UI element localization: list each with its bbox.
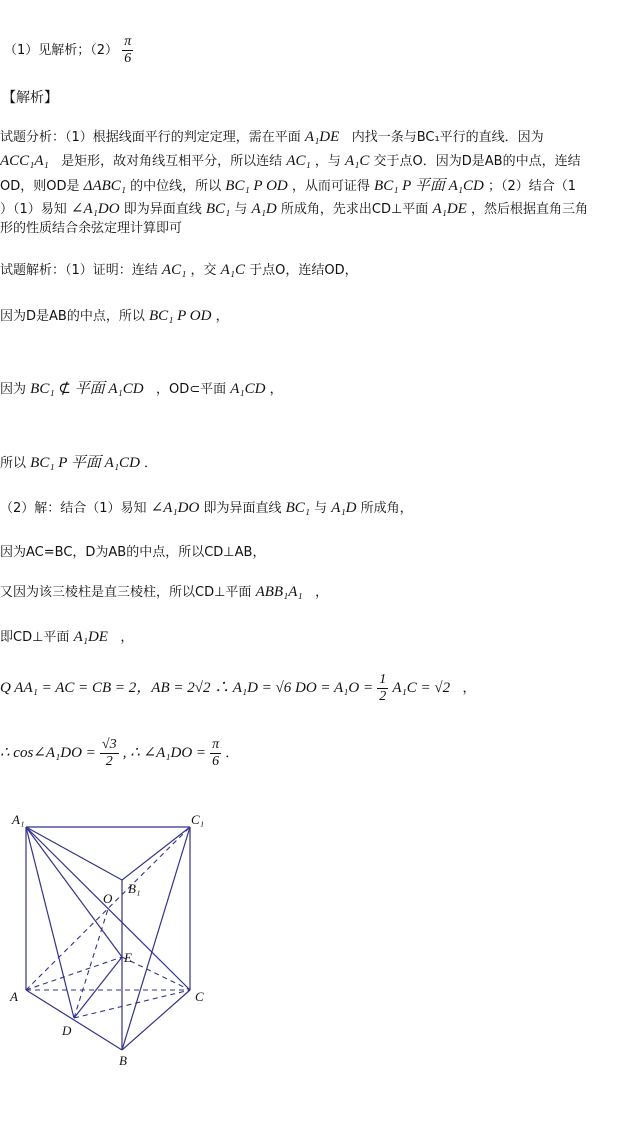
fraction-pi-over-6	[210, 737, 221, 770]
math: BC₁ P OD	[225, 178, 288, 194]
math: BC₁ P 平面 A₁CD	[374, 178, 484, 194]
num: 1	[379, 672, 387, 687]
math: ∠A₁DO	[150, 500, 200, 516]
math: ∠A₁DO	[70, 201, 120, 217]
text: ，	[269, 382, 283, 397]
text: 是矩形，故对角线互相平分，所以连结	[61, 154, 283, 169]
answer-den: 6	[124, 51, 132, 66]
solution-line-10	[0, 737, 238, 770]
text: ，与	[314, 154, 341, 169]
solution-line-6: 因为AC=BC，D为AB的中点，所以CD⊥AB，	[0, 545, 266, 560]
den: 2	[105, 754, 113, 769]
text: 因为	[0, 382, 27, 397]
math: A₁D	[331, 500, 357, 516]
text: 与	[314, 501, 328, 516]
answer-num: π	[124, 34, 132, 49]
solution-line-2	[0, 305, 229, 325]
text: 又因为该三棱柱是直三棱柱，所以CD⊥平面	[0, 585, 252, 600]
math: A₁DE	[73, 629, 108, 645]
solution-line-7	[0, 581, 328, 601]
analysis-line-3	[0, 174, 576, 195]
label-O: O	[103, 891, 113, 906]
text: ．	[225, 746, 239, 761]
analysis-line-4	[0, 198, 588, 218]
answer-line	[4, 34, 133, 67]
text: 交于点O．因为D是AB的中点，连结	[373, 154, 581, 169]
answer-part1: （1）见解析；（2）	[4, 43, 119, 58]
edge-AE	[26, 957, 122, 990]
math: A₁DE	[432, 201, 467, 217]
text: ，	[120, 630, 134, 645]
num: √3	[101, 737, 117, 752]
fraction-half	[377, 672, 388, 705]
num: π	[212, 737, 220, 752]
text: 与	[234, 202, 248, 217]
edge-EC	[122, 957, 190, 990]
text: 所成角，	[360, 501, 413, 516]
label-C: C	[195, 989, 204, 1004]
text: 即CD⊥平面	[0, 630, 70, 645]
solution-line-4	[0, 451, 157, 472]
label-A1: A₁	[12, 812, 25, 827]
edge-AB	[26, 990, 122, 1050]
math: A₁C	[345, 153, 370, 169]
text: 的中位线，所以	[130, 179, 222, 194]
analysis-line-2	[0, 150, 581, 170]
math: ACC₁A₁	[0, 153, 49, 169]
text: ，	[462, 681, 476, 696]
text: 因为D是AB的中点，所以	[0, 309, 145, 324]
text: 所成角，先求出CD⊥平面	[280, 202, 429, 217]
edge-CB	[122, 990, 190, 1050]
edge-DE	[74, 957, 122, 1018]
text: 即为异面直线	[123, 202, 202, 217]
text: 内找一条与BC₁平行的直线．因为	[351, 130, 544, 145]
math: BC₁ ⊄ 平面 A₁CD	[30, 381, 144, 397]
text: ，然后根据直角三角	[470, 202, 588, 217]
text: 试题分析：（1）根据线面平行的判定定理，需在平面	[0, 130, 301, 145]
analysis-heading: 【解析】	[2, 90, 58, 106]
text: ，OD⊂平面	[155, 382, 227, 397]
prism-figure	[0, 800, 630, 1100]
math: BC₁ P OD	[148, 308, 212, 324]
solution-line-8	[0, 626, 133, 646]
text: ；（2）结合（1	[487, 179, 576, 194]
label-B: B	[119, 1053, 127, 1068]
text: 所以	[0, 456, 27, 471]
label-C1: C₁	[191, 812, 205, 827]
edge-C1B1	[122, 827, 190, 880]
fraction-sqrt3-over-2	[100, 737, 119, 770]
text: （2）解：结合（1）易知	[0, 501, 147, 516]
text: ）（1）易知	[0, 202, 67, 217]
math: AC₁	[286, 153, 311, 169]
solution-line-3	[0, 377, 283, 398]
math: A₁DE	[304, 129, 340, 145]
label-A: A	[10, 989, 18, 1004]
math: A₁CD	[230, 381, 266, 397]
analysis-line-1	[0, 126, 544, 146]
solution-line-1	[0, 259, 358, 279]
solution-line-9	[0, 672, 476, 705]
math: ΔABC₁	[83, 178, 126, 194]
den: 2	[379, 689, 387, 704]
text: 试题解析：（1）证明：连结	[0, 263, 158, 278]
text: ，交	[190, 263, 217, 278]
text: OD，则OD是	[0, 179, 80, 194]
math: BC₁	[205, 201, 231, 217]
math: AC₁	[161, 262, 187, 278]
math: ∴ cos∠A₁DO =	[0, 745, 96, 761]
text: ．	[144, 456, 158, 471]
text: ，	[315, 585, 329, 600]
analysis-line-5: 形的性质结合余弦定理计算即可	[0, 221, 183, 236]
edge-A1B1	[26, 827, 122, 880]
text: 于点O，连结OD，	[249, 263, 358, 278]
answer-fraction	[122, 34, 133, 67]
math: A₁C = √2	[392, 680, 451, 696]
math: A₁C	[220, 262, 245, 278]
label-D: D	[62, 1023, 72, 1038]
solution-line-5	[0, 497, 413, 517]
text: ，从而可证得	[291, 179, 370, 194]
solid-edges	[26, 827, 190, 1050]
math: Q AA₁ = AC = CB = 2，AB = 2√2 ∴ A₁D = √6 DO = A₁O =	[0, 680, 374, 696]
text: 即为异面直线	[203, 501, 282, 516]
label-E: E	[124, 950, 132, 965]
math: A₁D	[251, 201, 277, 217]
edge-A1D	[26, 827, 74, 1018]
math: , ∴ ∠A₁DO =	[122, 745, 207, 761]
text: ，	[215, 309, 229, 324]
edge-DC	[74, 990, 190, 1018]
math: ABB₁A₁	[255, 584, 303, 600]
label-B1: B₁	[128, 881, 141, 896]
den: 6	[212, 754, 220, 769]
math: BC₁	[285, 500, 310, 516]
math: BC₁ P 平面 A₁CD	[30, 455, 140, 471]
